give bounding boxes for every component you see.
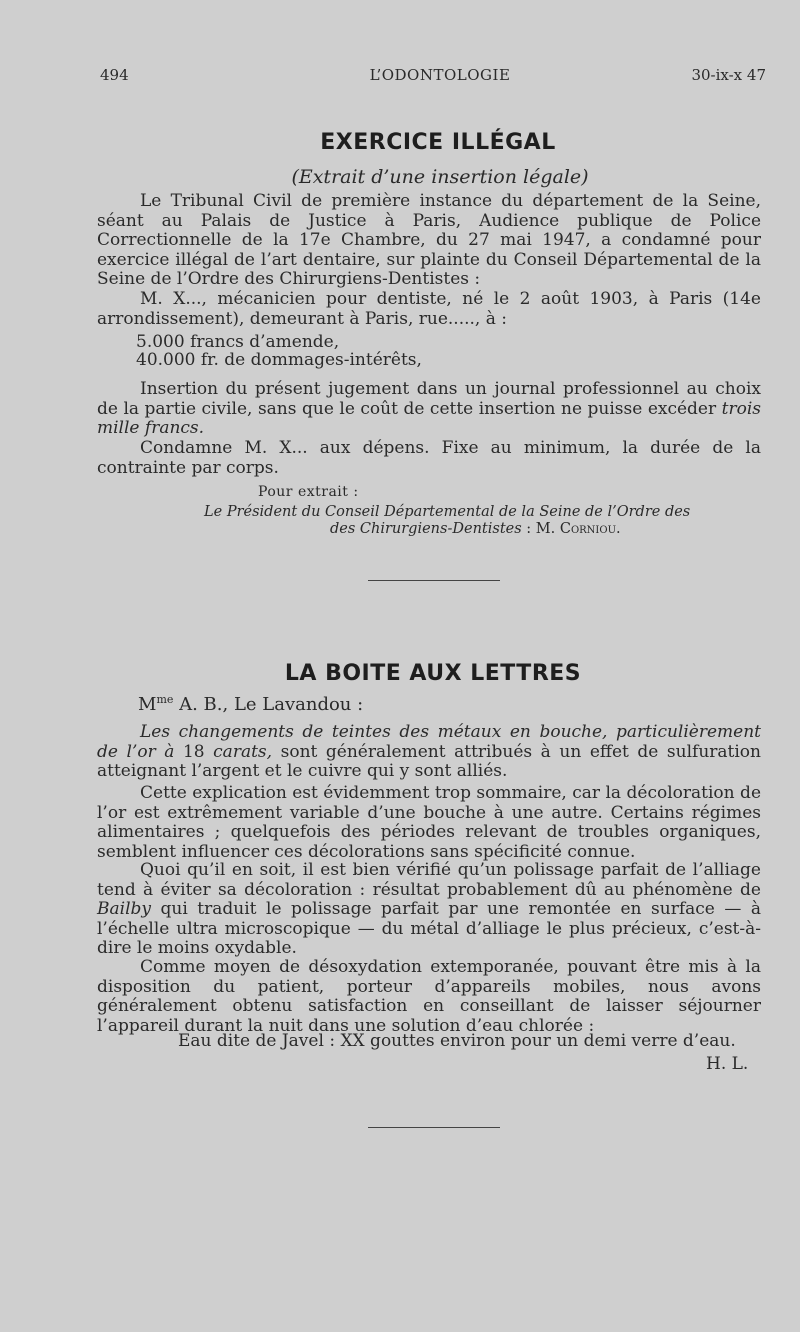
paragraph-defendant bbox=[97, 290, 761, 329]
carat-number: 18 bbox=[174, 741, 214, 762]
paragraph-javel: Eau dite de Javel : XX gouttes environ pour un demi verre d’eau. bbox=[178, 1031, 736, 1051]
paragraph-text: sont généralement attribués à un effet de sulfuration atteignant l’argent et le cuivre qui y sont alliés. bbox=[97, 741, 761, 782]
running-header bbox=[100, 66, 780, 86]
emphasis-text: Les changements de teintes des métaux en bouche, particulièrement de l’or à bbox=[97, 722, 761, 762]
emphasis-text: carats, bbox=[213, 741, 273, 762]
paragraph-text: Insertion du présent jugement dans un journal professionnel au choix de la partie civile, sans que le coût de cette insertion ne puisse excéder bbox=[97, 379, 761, 419]
issue-date: 30-ix-x 47 bbox=[691, 66, 766, 84]
paragraph-polishing bbox=[97, 861, 761, 959]
signature-separator: : M. bbox=[521, 521, 560, 537]
paragraph-text: M. X..., mécanicien pour dentiste, né le 2 août 1903, à Paris (14e arrondissement), demeurant à Paris, rue....., à : bbox=[97, 289, 761, 329]
recipient-title: M bbox=[138, 694, 157, 715]
paragraph-changes bbox=[97, 723, 761, 782]
letter-recipient bbox=[138, 693, 363, 715]
signature-label: Pour extrait : bbox=[258, 484, 359, 500]
paragraph-deoxidation bbox=[97, 958, 761, 1036]
amount-damages: 40.000 fr. de dommages-intérêts, bbox=[136, 350, 422, 370]
signature-org: des Chirurgiens-Dentistes bbox=[330, 521, 522, 537]
section-subtitle: (Extrait d’une insertion légale) bbox=[291, 166, 589, 188]
section-title-exercice-illegal: EXERCICE ILLÉGAL bbox=[320, 130, 556, 155]
amount-fine: 5.000 francs d’amende, bbox=[136, 332, 340, 352]
paragraph-insertion bbox=[97, 380, 761, 439]
signature-name: Corniou. bbox=[559, 521, 621, 537]
page-number: 494 bbox=[100, 66, 129, 84]
paragraph-explanation bbox=[97, 784, 761, 862]
paragraph-condemnation bbox=[97, 439, 761, 478]
journal-title: L’ODONTOLOGIE bbox=[369, 66, 511, 84]
signature-line-2 bbox=[330, 521, 621, 537]
emphasis-text: Bailby bbox=[97, 899, 151, 920]
paragraph-text: Quoi qu’il en soit, il est bien vérifié qu’un polissage parfait de l’alliage tend à éviter sa décoloration : résultat probablement dû au phénomène de bbox=[97, 860, 761, 900]
signature-line-1: Le Président du Conseil Départemental de la Seine de l’Ordre des bbox=[204, 504, 691, 520]
recipient-title-sup: me bbox=[156, 693, 174, 706]
paragraph-tribunal bbox=[97, 192, 761, 290]
letter-signature: H. L. bbox=[706, 1054, 749, 1074]
section-divider bbox=[368, 580, 500, 581]
emphasis-text: trois mille francs. bbox=[97, 398, 761, 439]
paragraph-text: qui traduit le polissage parfait par une remontée en surface — à l’échelle ultra microscopique — du métal d’alliage le plus précieux, c’est-à-dire le moins oxydable. bbox=[97, 899, 761, 959]
paragraph-text: Condamne M. X... aux dépens. Fixe au minimum, la durée de la contrainte par corps. bbox=[97, 438, 761, 478]
section-title-boite-aux-lettres: LA BOITE AUX LETTRES bbox=[284, 661, 582, 686]
recipient-name: A. B., Le Lavandou : bbox=[173, 694, 364, 715]
section-divider bbox=[368, 1127, 500, 1128]
paragraph-text: Le Tribunal Civil de première instance du département de la Seine, séant au Palais de Justice à Paris, Audience publique de Police Correctionnelle de la 17e Chambre, du 27 mai 1947, a condamné pour exercice illégal de l’art dentaire, sur plainte du Conseil Départemental de la Seine de l’Ordre des Chirurgiens-Dentistes : bbox=[97, 191, 761, 290]
paragraph-text: Comme moyen de désoxydation extemporanée, pouvant être mis à la disposition du patient, porteur d’appareils mobiles, nous avons généralement obtenu satisfaction en conseillant de laisser séjourner l’appareil durant la nuit dans une solution d’eau chlorée : bbox=[97, 957, 761, 1036]
paragraph-text: Cette explication est évidemment trop sommaire, car la décoloration de l’or est extrêmement variable d’une bouche à une autre. Certains régimes alimentaires ; quelquefois des périodes relevant de troubles organiques, semblent influencer ces décolorations sans spécificité connue. bbox=[97, 783, 761, 862]
